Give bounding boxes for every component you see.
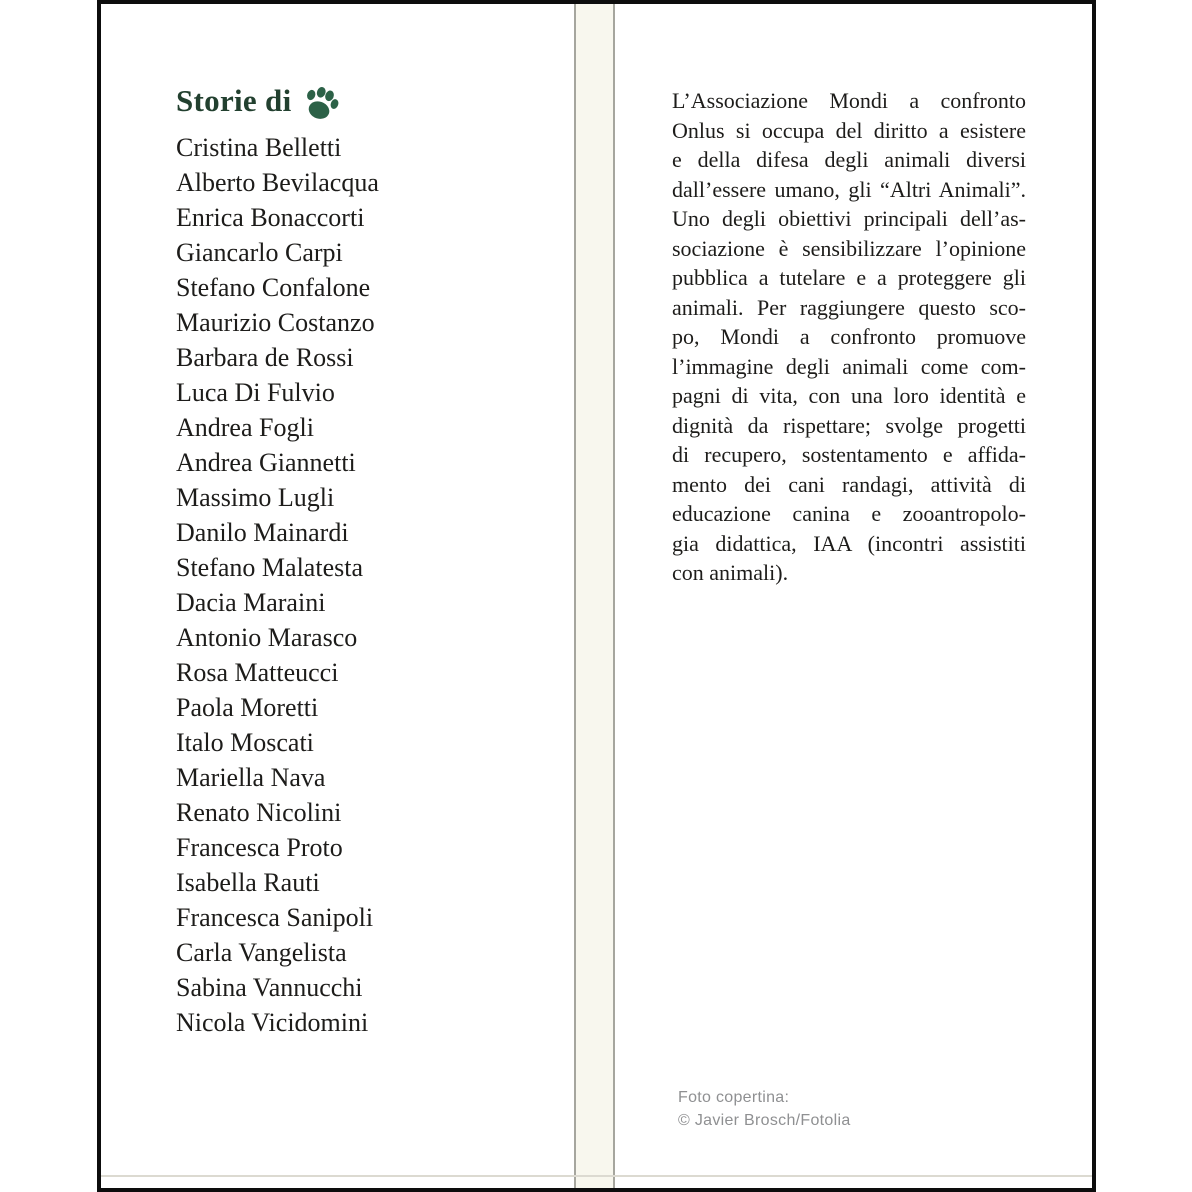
description-line: mento dei cani randagi, attività di bbox=[672, 471, 1026, 497]
author-name: Sabina Vannucchi bbox=[176, 973, 363, 1002]
description-line: gia didattica, IAA (incontri assistiti bbox=[672, 530, 1026, 556]
author-name: Rosa Matteucci bbox=[176, 658, 339, 687]
author-name: Antonio Marasco bbox=[176, 623, 358, 652]
author-name: Cristina Belletti bbox=[176, 133, 342, 162]
description-line: educazione canina e zooantropolo- bbox=[672, 501, 1026, 526]
author-name: Renato Nicolini bbox=[176, 798, 342, 827]
description-line: e della difesa degli animali diversi bbox=[672, 147, 1026, 172]
description-line: di recupero, sostentamento e affida- bbox=[672, 442, 1026, 467]
author-name: Giancarlo Carpi bbox=[176, 238, 343, 267]
author-name: Andrea Giannetti bbox=[176, 448, 356, 477]
author-name: Dacia Maraini bbox=[176, 588, 326, 617]
author-name: Nicola Vicidomini bbox=[176, 1008, 369, 1037]
author-name: Carla Vangelista bbox=[176, 938, 347, 967]
description-line: Uno degli obiettivi principali dell’as- bbox=[672, 206, 1026, 231]
author-name: Stefano Malatesta bbox=[176, 553, 363, 582]
page-title: Storie di bbox=[176, 83, 292, 118]
title-row bbox=[176, 84, 379, 121]
description-line: animali. Per raggiungere questo sco- bbox=[672, 294, 1026, 320]
author-name: Stefano Confalone bbox=[176, 273, 371, 302]
author-name: Paola Moretti bbox=[176, 693, 319, 722]
left-flap bbox=[176, 84, 379, 1040]
photo-credit-label: Foto copertina: bbox=[678, 1089, 790, 1106]
photo-credit-author: © Javier Brosch/Fotolia bbox=[678, 1112, 851, 1129]
description-line: po, Mondi a confronto promuove bbox=[672, 324, 1026, 349]
author-list bbox=[176, 130, 379, 1040]
description-line: pagni di vita, con una loro identità e bbox=[672, 383, 1026, 408]
description-line: dignità da rispettare; svolge progetti bbox=[672, 412, 1026, 438]
author-name: Mariella Nava bbox=[176, 763, 326, 792]
description-line: l’immagine degli animali come com- bbox=[672, 353, 1026, 379]
author-name: Italo Moscati bbox=[176, 728, 314, 757]
author-name: Danilo Mainardi bbox=[176, 518, 349, 547]
description-line: con animali). bbox=[672, 560, 789, 585]
author-name: Massimo Lugli bbox=[176, 483, 335, 512]
photo-credit bbox=[678, 1086, 851, 1132]
author-name: Francesca Proto bbox=[176, 833, 343, 862]
description-line: pubblica a tutelare e a proteggere gli bbox=[672, 265, 1026, 290]
author-name: Alberto Bevilacqua bbox=[176, 168, 379, 197]
author-name: Maurizio Costanzo bbox=[176, 308, 375, 337]
author-name: Andrea Fogli bbox=[176, 413, 314, 442]
author-name: Barbara de Rossi bbox=[176, 343, 354, 372]
author-name: Enrica Bonaccorti bbox=[176, 203, 365, 232]
author-name: Isabella Rauti bbox=[176, 868, 320, 897]
description-line: sociazione è sensibilizzare l’opinione bbox=[672, 235, 1026, 261]
association-description bbox=[672, 86, 1026, 588]
book-spine-fold bbox=[574, 4, 615, 1188]
paw-icon bbox=[302, 86, 339, 120]
description-line: L’Associazione Mondi a confronto bbox=[672, 88, 1026, 113]
description-line: Onlus si occupa del diritto a esistere bbox=[672, 117, 1026, 143]
author-name: Francesca Sanipoli bbox=[176, 903, 374, 932]
author-name: Luca Di Fulvio bbox=[176, 378, 335, 407]
description-line: dall’essere umano, gli “Altri Animali”. bbox=[672, 176, 1026, 202]
page-bottom-edge bbox=[101, 1175, 1092, 1177]
